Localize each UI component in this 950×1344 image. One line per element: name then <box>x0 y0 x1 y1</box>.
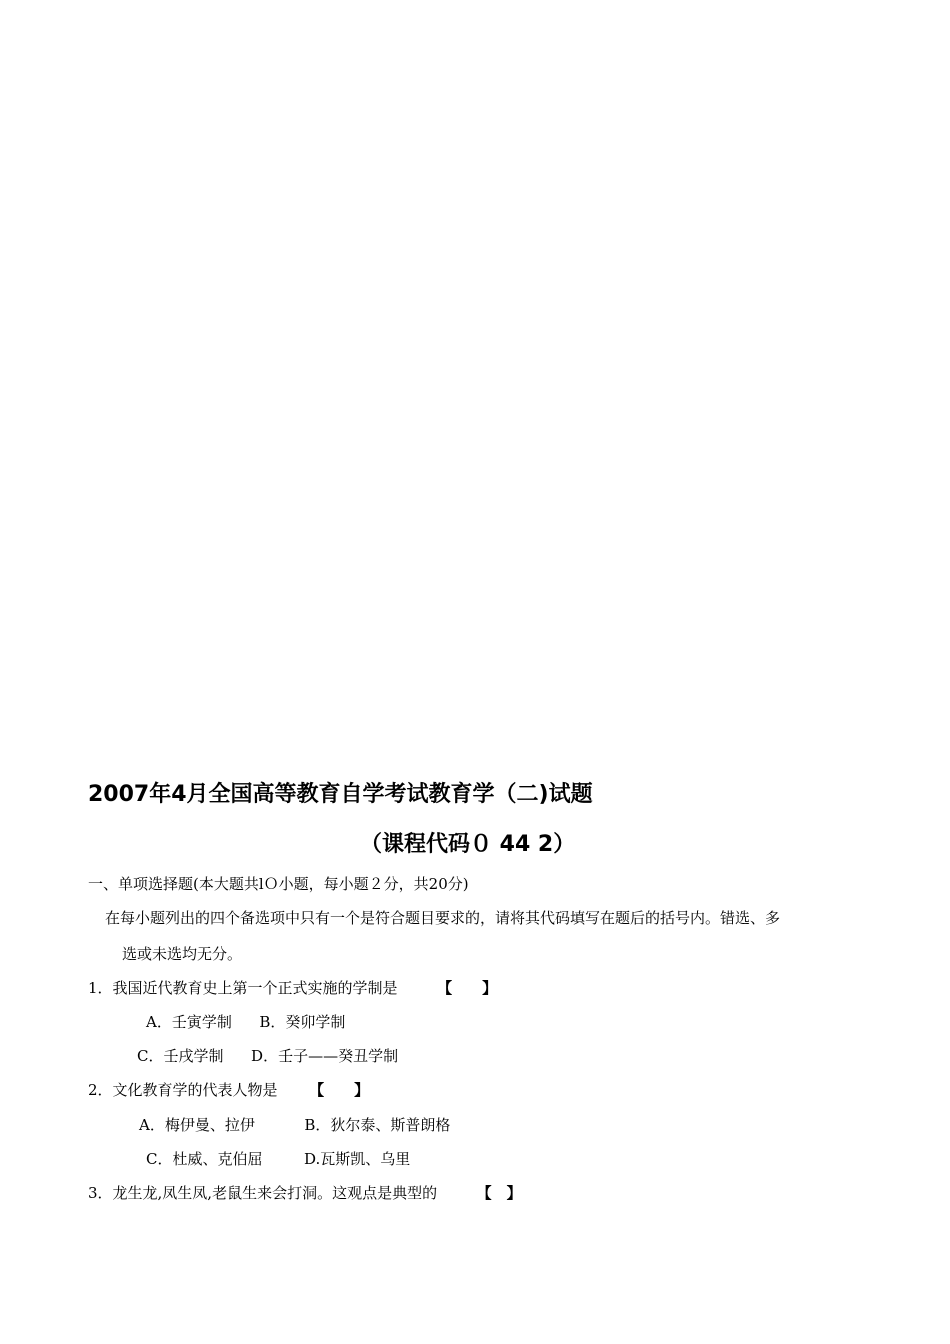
instruction-line-1: 在每小题列出的四个备选项中只有一个是符合题目要求的，请将其代码填写在题后的括号内。错选、多 <box>105 909 781 927</box>
question-stem: 1．我国近代教育史上第一个正式实施的学制是 <box>88 979 398 997</box>
question-1-options-cd <box>137 1046 398 1066</box>
question-1 <box>88 978 497 998</box>
option-c: C．杜威、克伯屈 <box>146 1150 263 1168</box>
answer-bracket: 【 】 <box>309 1081 370 1099</box>
option-a: A．梅伊曼、拉伊 <box>139 1116 255 1134</box>
answer-bracket: 【 】 <box>476 1184 522 1202</box>
question-2-options-cd <box>146 1149 410 1169</box>
page-title: 2007年4月全国高等教育自学考试教育学（二)试题 <box>88 782 593 807</box>
option-b: B．狄尔泰、斯普朗格 <box>304 1116 451 1134</box>
option-d: D．壬子——癸丑学制 <box>251 1047 399 1065</box>
answer-bracket: 【 】 <box>437 979 498 997</box>
question-stem: 2．文化教育学的代表人物是 <box>88 1081 278 1099</box>
question-2-options-ab <box>139 1115 450 1135</box>
section-heading: 一、单项选择题(本大题共lＯ小题，每小题２分，共20分) <box>88 875 469 893</box>
question-1-options-ab <box>146 1012 345 1032</box>
option-d: D.瓦斯凯、乌里 <box>304 1150 411 1168</box>
option-b: B．癸卯学制 <box>259 1013 346 1031</box>
instruction-line-2: 选或未选均无分。 <box>122 945 243 963</box>
question-3 <box>88 1183 522 1203</box>
option-a: A．壬寅学制 <box>146 1013 232 1031</box>
option-c: C．壬戌学制 <box>137 1047 224 1065</box>
question-stem: 3．龙生龙,凤生凤,老鼠生来会打洞。这观点是典型的 <box>88 1184 438 1202</box>
question-2 <box>88 1080 369 1100</box>
course-code-subtitle: （课程代码０ 44 2） <box>360 832 576 857</box>
